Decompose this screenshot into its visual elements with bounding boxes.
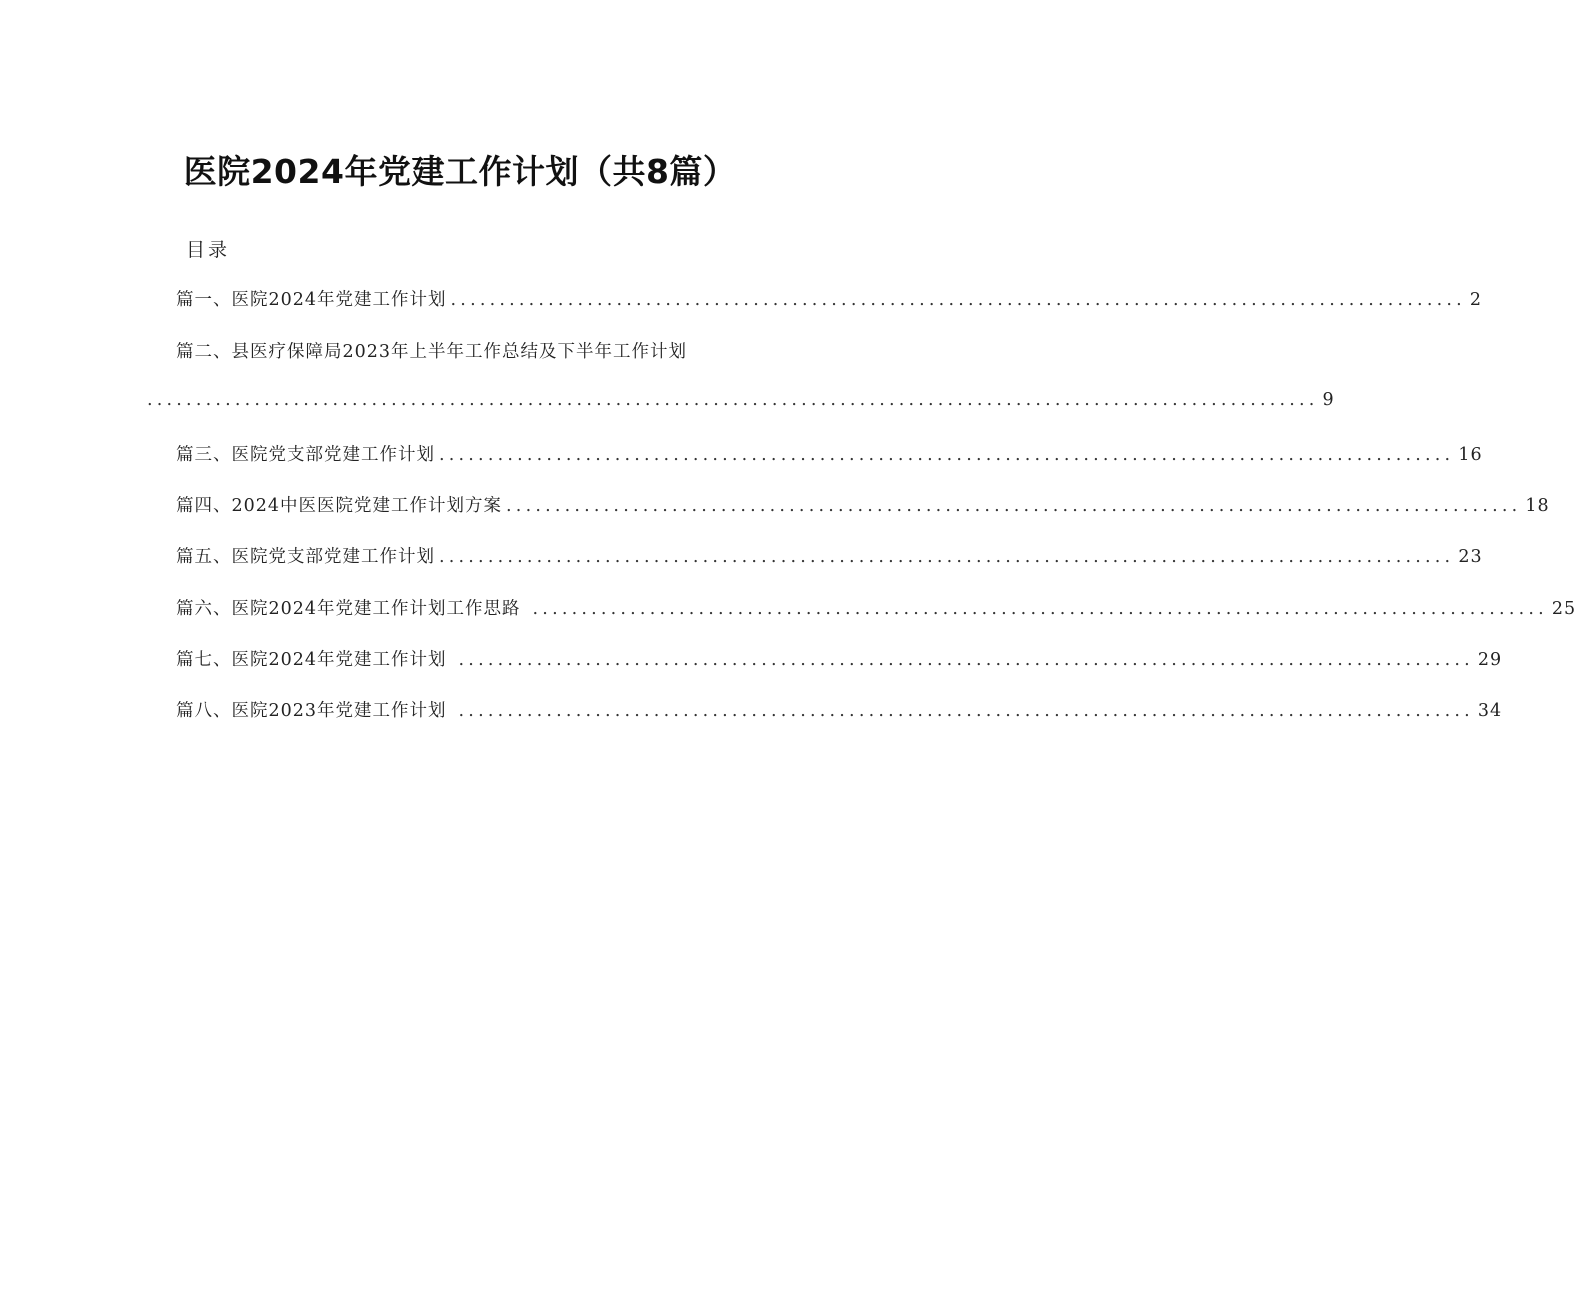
toc-dot-leader: ........................................................................................................ <box>439 445 1455 465</box>
toc-entry-2-continuation[interactable] <box>147 390 1335 416</box>
document-title: 医院2024年党建工作计划（共8篇） <box>183 152 737 191</box>
toc-entry-label: 篇二、县医疗保障局2023年上半年工作总结及下半年工作计划 <box>176 342 688 362</box>
toc-entry-1[interactable] <box>176 286 1483 312</box>
toc-heading: 目录 <box>186 239 231 261</box>
toc-dot-leader: ........................................................................................................ <box>450 290 1466 310</box>
toc-entry-5[interactable] <box>176 543 1483 569</box>
toc-dot-leader: ........................................................................................................ <box>532 599 1548 619</box>
toc-entry-4[interactable] <box>176 492 1550 518</box>
toc-entry-page: 2 <box>1469 290 1483 310</box>
toc-entry-page: 34 <box>1477 701 1503 721</box>
toc-entry-page: 18 <box>1525 496 1550 516</box>
toc-entry-page: 9 <box>1322 390 1335 410</box>
toc-entry-label: 篇八、医院2023年党建工作计划 <box>176 701 447 721</box>
toc-entry-label: 篇四、2024中医医院党建工作计划方案 <box>176 496 503 516</box>
toc-entry-page: 25 <box>1551 599 1576 619</box>
toc-entry-2[interactable] <box>176 338 687 363</box>
toc-entry-label: 篇一、医院2024年党建工作计划 <box>176 290 447 310</box>
toc-entry-label: 篇七、医院2024年党建工作计划 <box>176 650 447 670</box>
toc-entry-page: 23 <box>1458 547 1483 567</box>
toc-dot-leader: ........................................................................................................ <box>439 547 1455 567</box>
toc-entry-page: 16 <box>1458 445 1483 465</box>
toc-entry-label: 篇六、医院2024年党建工作计划工作思路 <box>176 599 521 619</box>
toc-entry-8[interactable] <box>176 697 1503 723</box>
toc-dot-leader: ........................................................................................................................ <box>147 390 1319 410</box>
toc-entry-7[interactable] <box>176 646 1503 672</box>
toc-dot-leader: ........................................................................................................ <box>458 650 1474 670</box>
toc-dot-leader: ........................................................................................................ <box>506 496 1522 516</box>
toc-dot-leader: ........................................................................................................ <box>458 701 1474 721</box>
toc-entry-label: 篇三、医院党支部党建工作计划 <box>176 445 435 465</box>
toc-entry-page: 29 <box>1477 650 1503 670</box>
toc-entry-label: 篇五、医院党支部党建工作计划 <box>176 547 435 567</box>
toc-entry-3[interactable] <box>176 441 1483 467</box>
toc-entry-6[interactable] <box>176 595 1576 621</box>
